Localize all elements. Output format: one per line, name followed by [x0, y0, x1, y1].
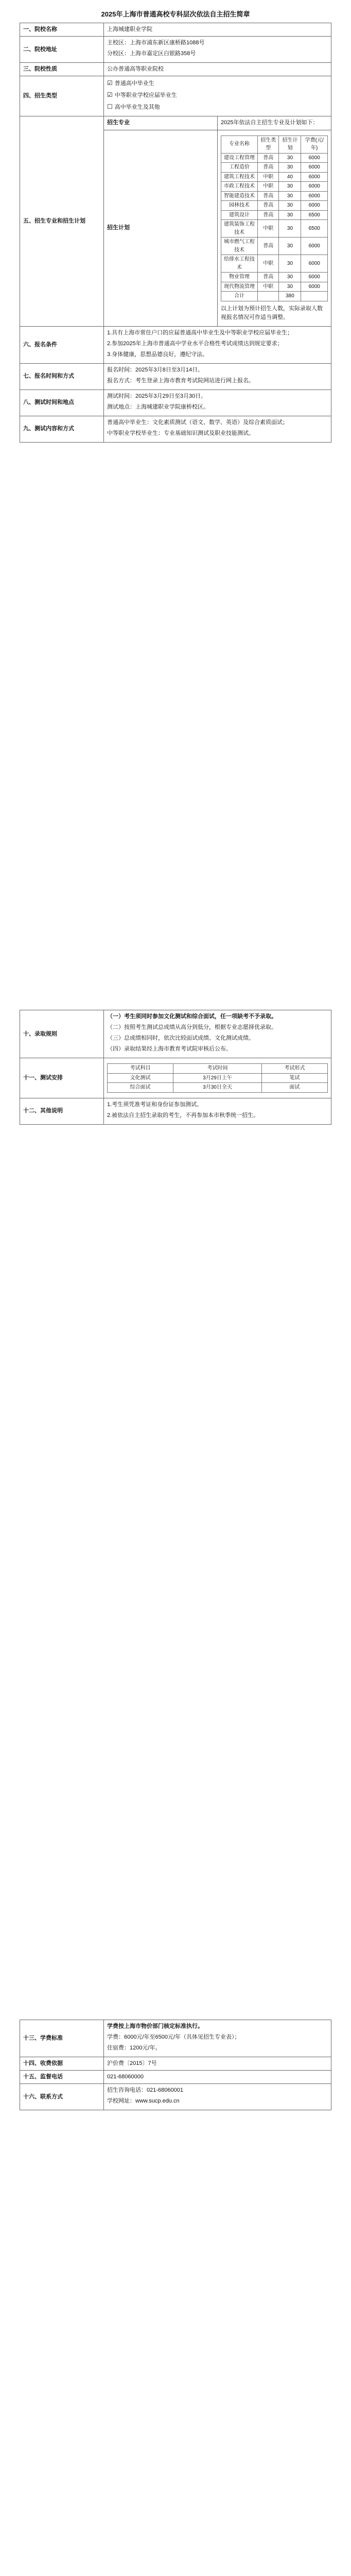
row-address [20, 37, 331, 63]
cell: 综合面试 [108, 1083, 173, 1093]
label-address: 二、院校地址 [20, 37, 104, 63]
value-registration [104, 363, 331, 389]
paragraph: （三）总成绩相同时，依次比较面试成绩、文化测试成绩。 [107, 1035, 254, 1042]
value-nature: 公办普通高等职业院校 [104, 63, 331, 76]
paragraph: 1.具有上海市常住户口的应届普通高中毕业生及中等职业学校应届毕业生； [107, 329, 293, 336]
row-conditions [20, 326, 331, 363]
page-2 [20, 1010, 331, 1125]
table-row [221, 210, 328, 220]
type-option [107, 78, 328, 88]
cell: 普高 [258, 273, 279, 282]
cell: 30 [279, 273, 301, 282]
paragraph: 1.考生须凭准考证和身份证参加测试。 [107, 1101, 203, 1108]
label-type: 四、招生类型 [20, 76, 104, 116]
paragraph: 3.身体健康，思想品德良好，遵纪守法。 [107, 351, 208, 358]
paragraph: 住宿费：1200元/年。 [107, 2045, 161, 2052]
cell: 智能建造技术 [221, 191, 258, 201]
main-table-part2 [20, 1010, 331, 1125]
cell: 6000 [301, 273, 328, 282]
value-address [104, 37, 331, 63]
table-row [221, 282, 328, 292]
row-registration [20, 363, 331, 389]
page-1 [20, 4, 331, 443]
cell: 6000 [301, 182, 328, 192]
cell: 城市燃气工程技术 [221, 238, 258, 255]
table-row [221, 163, 328, 173]
label-fees: 十三、学费标准 [20, 2020, 104, 2057]
value-contact [104, 2084, 331, 2110]
schedule-table [107, 1063, 328, 1093]
address-line: 分校区：上海市嘉定区白银路358号 [107, 50, 196, 57]
plan-table-cell [218, 130, 331, 326]
table-row [221, 191, 328, 201]
label-admission: 十、录取规则 [20, 1010, 104, 1058]
value-conditions [104, 326, 331, 363]
value-admission [104, 1010, 331, 1058]
cell: 30 [279, 201, 301, 211]
paragraph: 报名时间：2025年3月8日至3月14日。 [107, 366, 204, 373]
cell: 6000 [301, 191, 328, 201]
cell: 30 [279, 238, 301, 255]
paragraph: 普通高中毕业生：文化素质测试（语文、数学、英语）及综合素质面试； [107, 419, 288, 426]
paragraph: （四）录取结果经上海市教育考试院审核后公布。 [107, 1046, 232, 1053]
label-plan-count: 招生计划 [104, 130, 218, 326]
cell: 30 [279, 153, 301, 163]
plan-note: 以上计划为预计招生人数，实际录取人数视报名情况可作适当调整。 [221, 305, 323, 320]
plan-col-header: 专业名称 [221, 135, 258, 153]
schedule-col-header: 考试科目 [108, 1064, 173, 1074]
checkbox-icon: ☑ [107, 91, 113, 99]
table-row [108, 1083, 328, 1093]
row-schedule [20, 1058, 331, 1098]
paragraph: （二）按照考生测试总成绩从高分到低分，根据专业志愿择优录取。 [107, 1024, 277, 1031]
table-row [221, 273, 328, 282]
plan-col-header: 招生类型 [258, 135, 279, 153]
cell: 380 [279, 292, 301, 301]
cell: 6500 [301, 220, 328, 238]
value-supervision: 021-68060000 [104, 2071, 331, 2084]
cell: 6000 [301, 153, 328, 163]
schedule-table-header [108, 1064, 328, 1074]
plan-col-header: 招生计划 [279, 135, 301, 153]
type-option-label: 高中毕业生及其他 [114, 104, 160, 111]
cell: 普高 [258, 238, 279, 255]
cell: 普高 [258, 210, 279, 220]
row-admission [20, 1010, 331, 1058]
cell: 市政工程技术 [221, 182, 258, 192]
cell: 工程造价 [221, 163, 258, 173]
cell: 6000 [301, 172, 328, 182]
cell: 建筑设计 [221, 210, 258, 220]
paragraph: 招生咨询电话：021-68060001 [107, 2087, 183, 2094]
row-nature [20, 63, 331, 76]
plan-table [221, 135, 328, 301]
cell: 30 [279, 191, 301, 201]
label-other-notes: 十二、其他说明 [20, 1098, 104, 1124]
paragraph: 2.被依法自主招生录取的考生，不再参加本市秋季统一招生。 [107, 1112, 259, 1118]
cell: 中职 [258, 182, 279, 192]
row-supervision [20, 2071, 331, 2084]
table-row [221, 238, 328, 255]
cell: 合计 [221, 292, 258, 301]
paragraph: 学校网址：www.sucp.edu.cn [107, 2098, 180, 2105]
paragraph: 测试地点：上海城建职业学院康桥校区。 [107, 403, 209, 410]
label-test-time: 八、测试时间和地点 [20, 389, 104, 416]
cell: 6000 [301, 201, 328, 211]
label-test-content: 九、测试内容和方式 [20, 416, 104, 442]
paragraph-bold: 学费按上海市物价部门核定标准执行。 [107, 2023, 203, 2029]
row-other-notes [20, 1098, 331, 1124]
table-row [221, 153, 328, 163]
cell: 建筑装饰工程技术 [221, 220, 258, 238]
paragraph-bold: （一）考生须同时参加文化测试和综合面试，任一项缺考不予录取。 [107, 1013, 277, 1020]
value-schedule [104, 1058, 331, 1098]
plan-col-header: 学费(元/年) [301, 135, 328, 153]
cell: 6000 [301, 255, 328, 273]
cell: 普高 [258, 191, 279, 201]
table-row [108, 1073, 328, 1083]
type-option-label: 中等职业学校应届毕业生 [114, 92, 177, 99]
cell [301, 292, 328, 301]
label-plan-majors: 招生专业 [104, 116, 218, 130]
cell: 普高 [258, 201, 279, 211]
cell: 6500 [301, 210, 328, 220]
doc-title: 2025年上海市普通高校专科层次依法自主招生简章 [101, 10, 250, 18]
value-school-name: 上海城建职业学院 [104, 23, 331, 37]
table-row [221, 255, 328, 273]
table-row [221, 201, 328, 211]
label-schedule: 十一、测试安排 [20, 1058, 104, 1098]
paragraph: 报名方式：考生登录上海市教育考试院网站进行网上报名。 [107, 377, 254, 384]
cell: 30 [279, 220, 301, 238]
cell: 普高 [258, 163, 279, 173]
cell: 30 [279, 282, 301, 292]
label-contact: 十六、联系方式 [20, 2084, 104, 2110]
cell: 普高 [258, 153, 279, 163]
value-type [104, 76, 331, 116]
cell: 中职 [258, 220, 279, 238]
cell: 40 [279, 172, 301, 182]
cell: 中职 [258, 255, 279, 273]
cell: 6000 [301, 238, 328, 255]
value-other-notes [104, 1098, 331, 1124]
cell: 30 [279, 163, 301, 173]
row-fee-basis [20, 2057, 331, 2071]
plan-intro: 2025年依法自主招生专业及计划如下： [218, 116, 331, 130]
cell: 3月30日全天 [173, 1083, 262, 1093]
cell: 中职 [258, 282, 279, 292]
cell: 6000 [301, 282, 328, 292]
cell: 现代物流管理 [221, 282, 258, 292]
value-test-time [104, 389, 331, 416]
row-type [20, 76, 331, 116]
paragraph: 测试时间：2025年3月29日至3月30日。 [107, 393, 207, 399]
table-row-total [221, 292, 328, 301]
paragraph: 学费：6000元/年至6500元/年（具体见招生专业表）； [107, 2034, 240, 2041]
table-row [221, 172, 328, 182]
label-registration: 七、报名时间和方式 [20, 363, 104, 389]
cell: 面试 [261, 1083, 327, 1093]
row-test-time [20, 389, 331, 416]
address-line: 主校区：上海市浦东新区康桥路1088号 [107, 40, 205, 46]
cell: 园林技术 [221, 201, 258, 211]
label-nature: 三、院校性质 [20, 63, 104, 76]
checkbox-icon: ☐ [107, 103, 113, 111]
type-option-label: 普通高中毕业生 [114, 80, 154, 87]
plan-table-header [221, 135, 328, 153]
cell: 30 [279, 210, 301, 220]
row-contact [20, 2084, 331, 2110]
checkbox-icon: ☑ [107, 79, 113, 87]
value-fees [104, 2020, 331, 2057]
cell: 笔试 [261, 1073, 327, 1083]
paragraph: 中等职业学校毕业生：专业基础知识测试及职业技能测试。 [107, 430, 254, 436]
cell: 30 [279, 255, 301, 273]
label-school-name: 一、院校名称 [20, 23, 104, 37]
cell: 给排水工程技术 [221, 255, 258, 273]
main-table-part1 [20, 23, 331, 443]
row-test-content [20, 416, 331, 442]
label-conditions: 六、报名条件 [20, 326, 104, 363]
paragraph: 2.参加2025年上海市普通高中学业水平合格性考试成绩达到规定要求； [107, 340, 283, 347]
cell: 30 [279, 182, 301, 192]
cell: 建设工程管理 [221, 153, 258, 163]
table-row [221, 182, 328, 192]
cell: 3月29日上午 [173, 1073, 262, 1083]
cell: 6000 [301, 163, 328, 173]
page-3 [20, 2020, 331, 2110]
cell: 物业管理 [221, 273, 258, 282]
table-row [221, 220, 328, 238]
cell: 建筑工程技术 [221, 172, 258, 182]
schedule-col-header: 考试形式 [261, 1064, 327, 1074]
label-plan: 五、招生专业和招生计划 [20, 116, 104, 326]
cell: 中职 [258, 172, 279, 182]
cell [258, 292, 279, 301]
label-supervision: 十五、监督电话 [20, 2071, 104, 2084]
type-option [107, 90, 328, 100]
row-fees [20, 2020, 331, 2057]
main-table-part3 [20, 2020, 331, 2110]
row-plan-majors [20, 116, 331, 130]
type-option [107, 102, 328, 112]
value-fee-basis: 沪价费〔2015〕7号 [104, 2057, 331, 2071]
row-school-name [20, 23, 331, 37]
schedule-col-header: 考试时间 [173, 1064, 262, 1074]
cell: 文化测试 [108, 1073, 173, 1083]
value-test-content [104, 416, 331, 442]
label-fee-basis: 十四、收费依据 [20, 2057, 104, 2071]
